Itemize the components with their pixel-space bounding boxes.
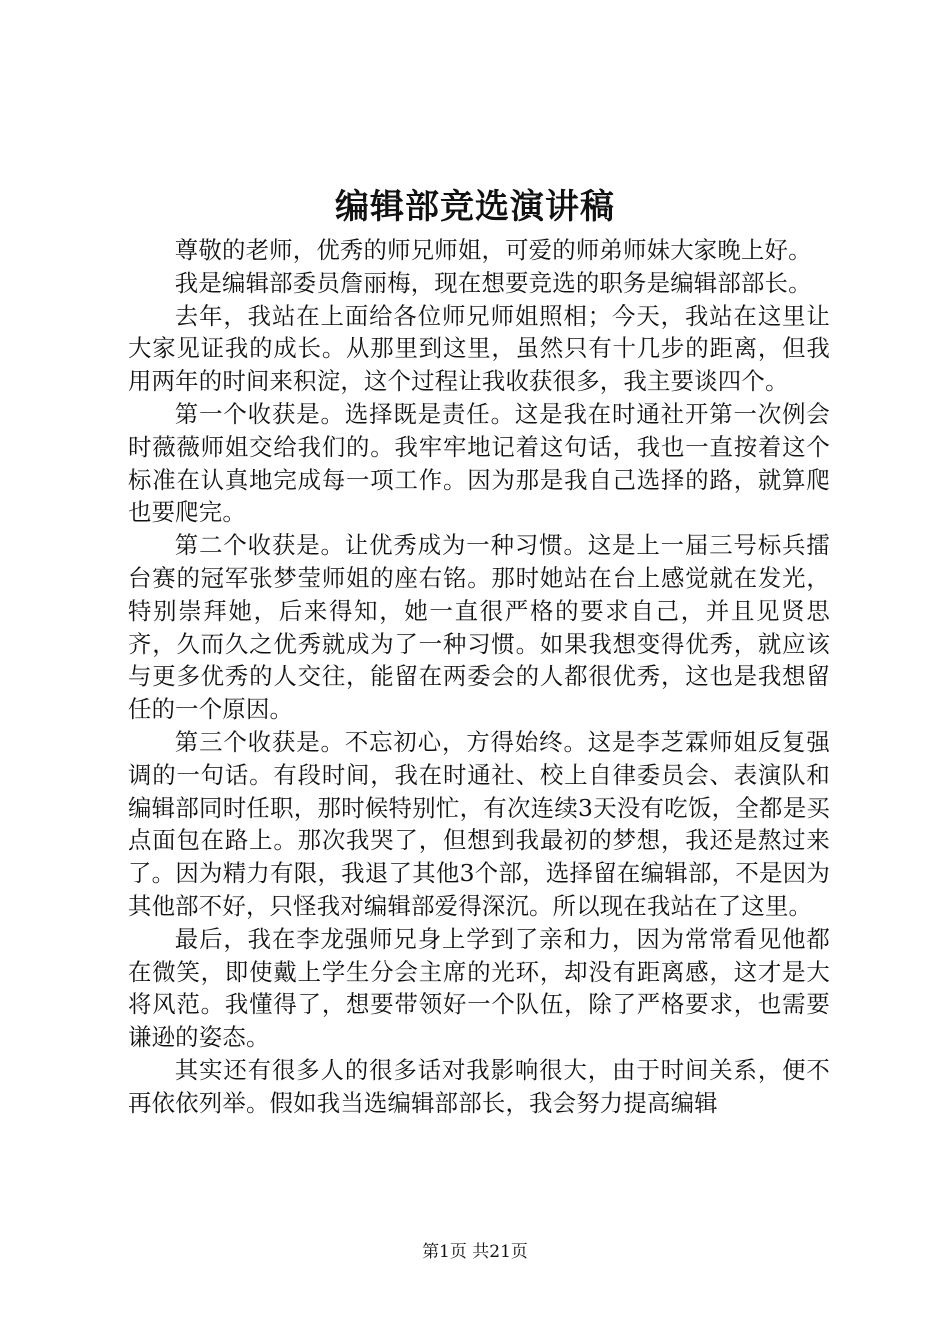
document-title: 编辑部竞选演讲稿 [335,187,615,227]
paragraph: 尊敬的老师，优秀的师兄师姐，可爱的师弟师妹大家晚上好。 [174,236,812,264]
paragraph: 我是编辑部委员詹丽梅，现在想要竞选的职务是编辑部部长。 [174,268,812,297]
paragraph: 第二个收获是。让优秀成为一种习惯。这是上一届三号标兵擂台赛的冠军张梦莹师姐的座右铭。那时她站在台上感觉就在发光，特别崇拜她，后来得知，她一直很严格的要求自己，并且见贤思齐，久而久之优秀就成为了一种习惯。如果我想变得优秀，就应该与更多优秀的人交往，能留在两委会的人都很优秀，这也是我想留任的一个原因。 [128,531,830,724]
paragraph: 最后，我在李龙强师兄身上学到了亲和力，因为常常看见他都在微笑，即使戴上学生分会主席的光环，却没有距离感，这才是大将风范。我懂得了，想要带领好一个队伍，除了严格要求，也需要谦逊的姿态。 [128,924,830,1052]
paragraph: 第一个收获是。选择既是责任。这是我在时通社开第一次例会时薇薇师姐交给我们的。我牢牢地记着这句话，我也一直按着这个标准在认真地完成每一项工作。因为那是我自己选择的路，就算爬也要爬完。 [128,399,830,527]
paragraph: 去年，我站在上面给各位师兄师姐照相；今天，我站在这里让大家见证我的成长。从那里到这里，虽然只有十几步的距离，但我用两年的时间来积淀，这个过程让我收获很多，我主要谈四个。 [128,301,830,396]
document-body [128,234,830,1120]
paragraph: 第三个收获是。不忘初心，方得始终。这是李芝霖师姐反复强调的一句话。有段时间，我在时通社、校上自律委员会、表演队和编辑部同时任职，那时候特别忙，有次连续3天没有吃饭，全都是买点面包在路上。那次我哭了，但想到我最初的梦想，我还是熬过来了。因为精力有限，我退了其他3个部，选择留在编辑部，不是因为其他部不好，只怪我对编辑部爱得深沉。所以现在我站在了这里。 [128,727,830,920]
paragraph: 其实还有很多人的很多话对我影响很大，由于时间关系，便不再依依列举。假如我当选编辑部部长，我会努力提高编辑 [128,1055,830,1117]
page-footer: 第1页 共21页 [422,1242,528,1262]
